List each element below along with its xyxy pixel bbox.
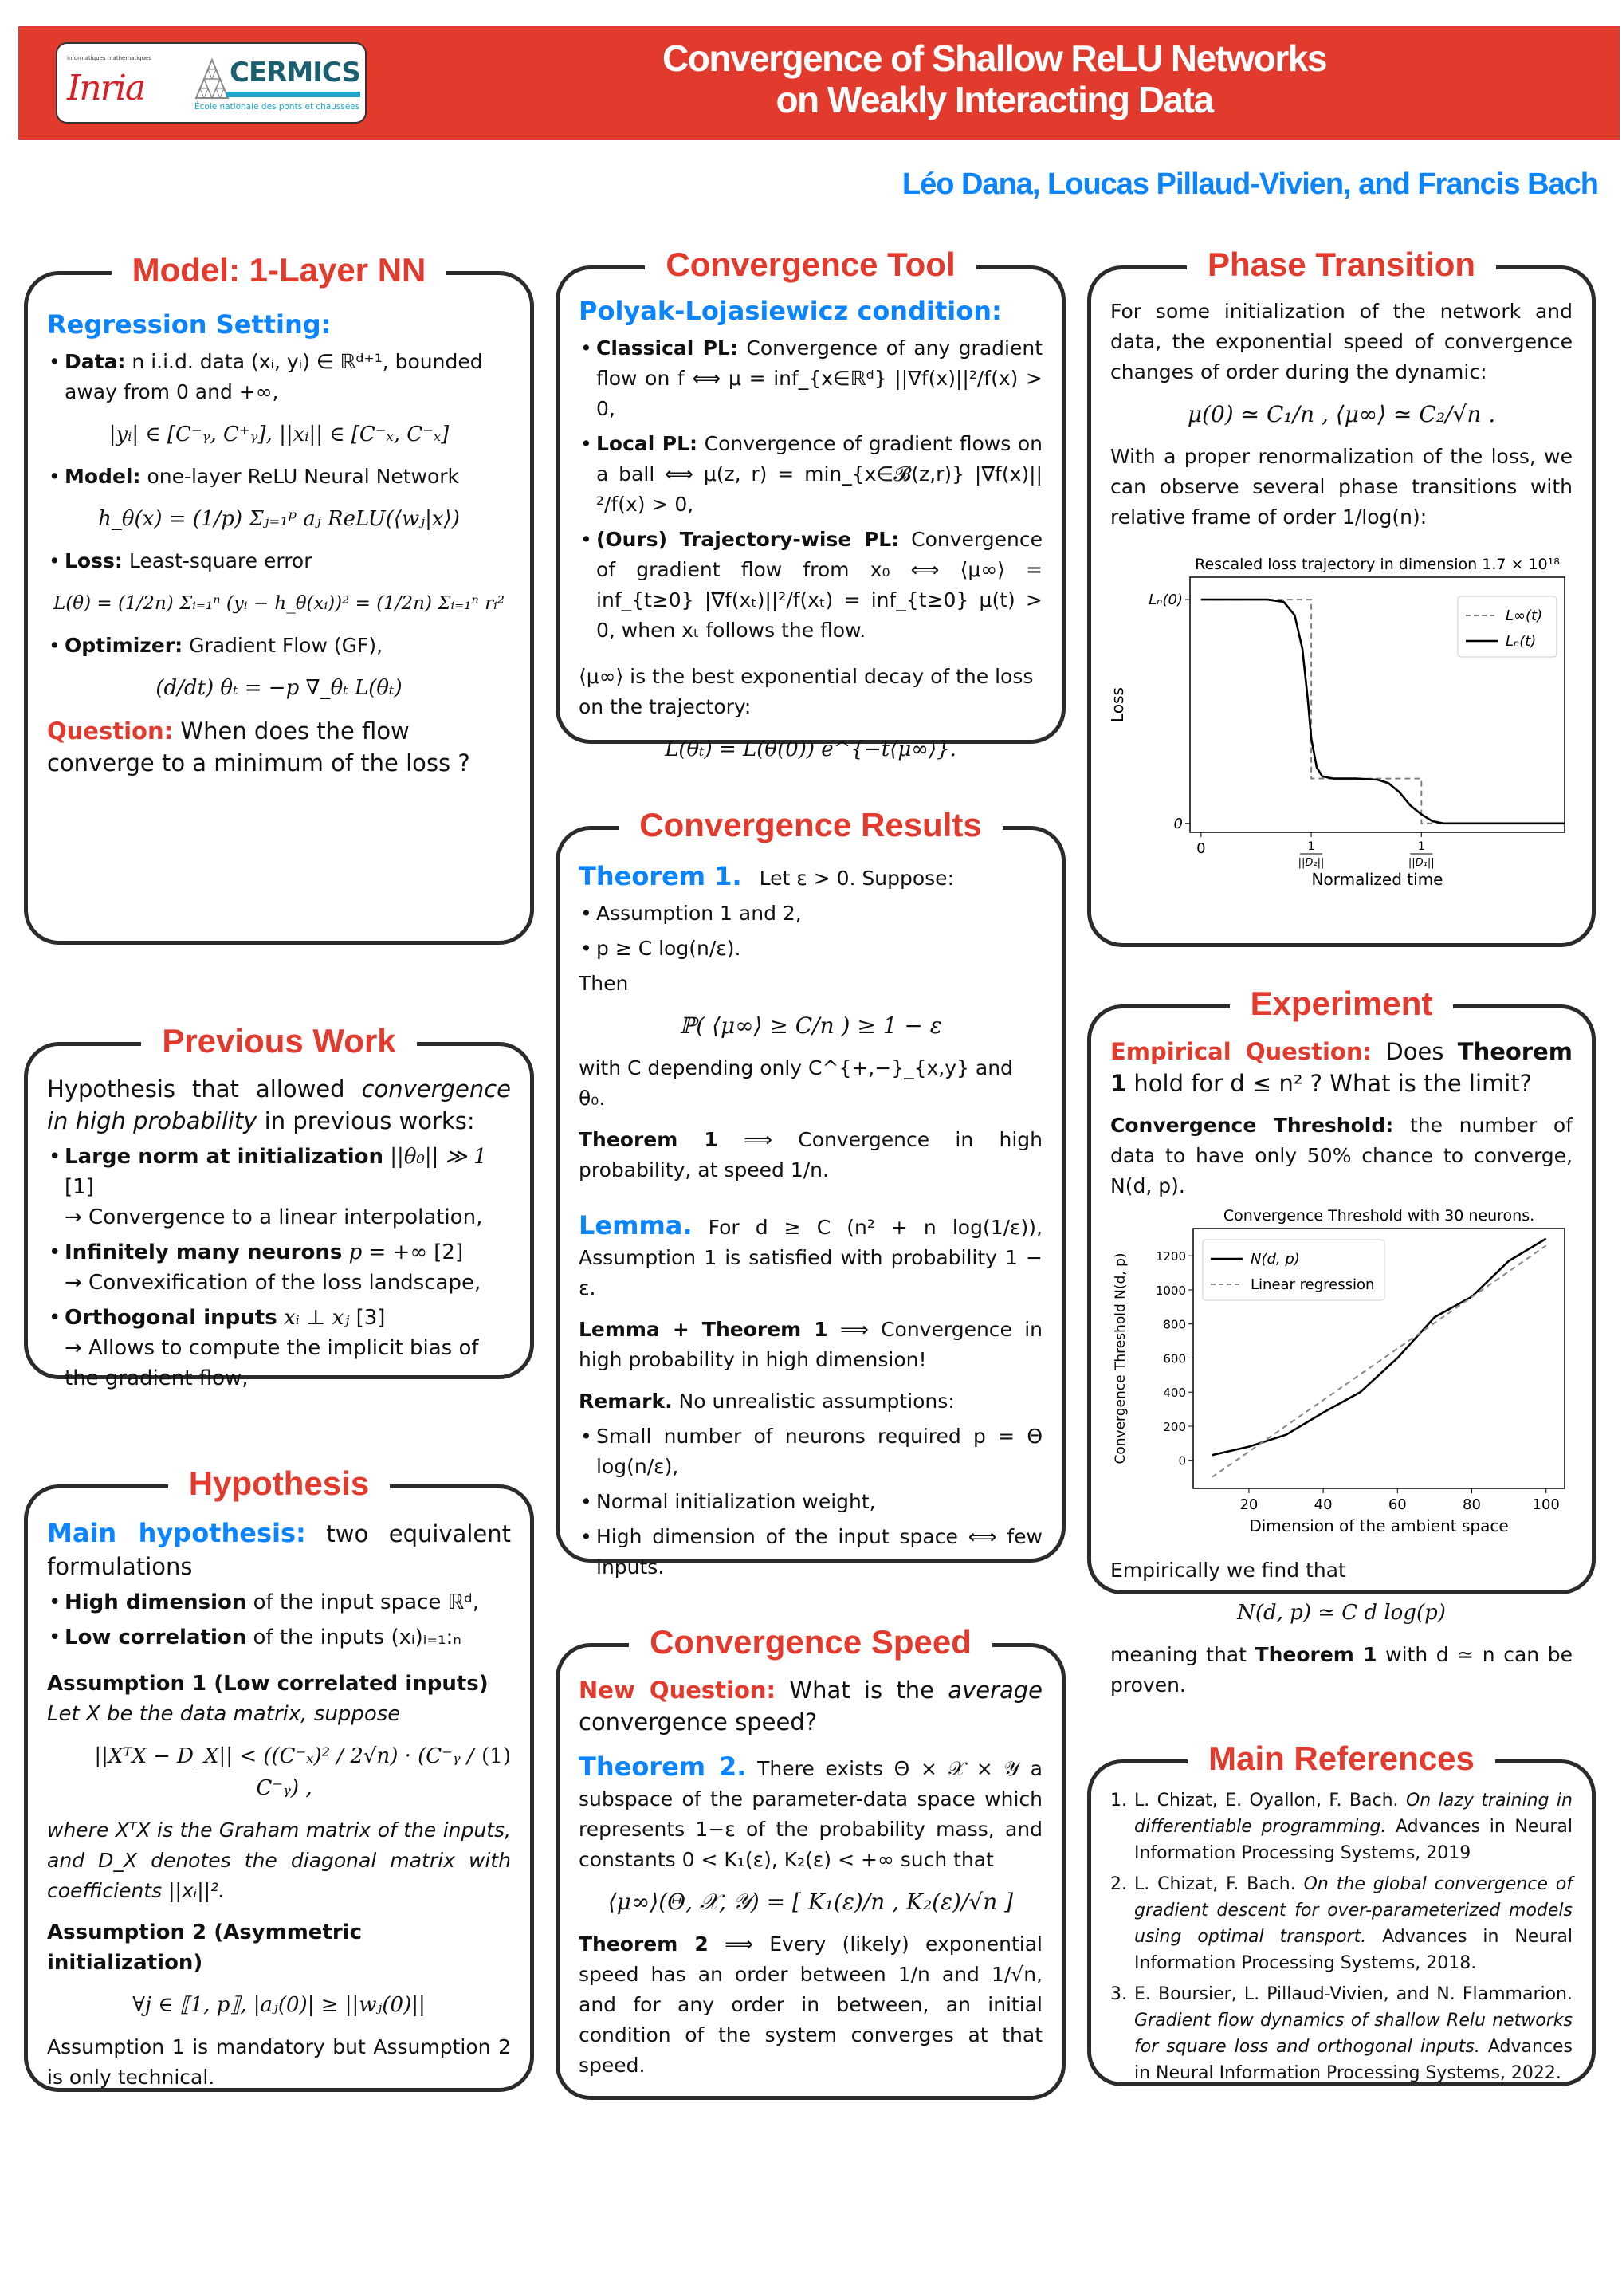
section-main-references (1087, 1740, 1596, 2086)
lemma-label: Lemma. (579, 1210, 693, 1240)
list-item: • (Ours) Trajectory-wise PL: Convergence of gradient flow from x₀ ⟺ ⟨μ∞⟩ = inf_{t≥0} |∇f(xₜ)||²/f(xₜ) = inf_{t≥0} μ(t) > 0, when xₜ follows the flow. (579, 525, 1043, 646)
inria-logo-text: Inria (67, 68, 145, 108)
equation: ℙ( ⟨μ∞⟩ ≥ C/n ) ≥ 1 − ε (679, 1012, 942, 1039)
equation: μ(0) ≃ C₁/n , ⟨μ∞⟩ ≃ C₂/√n . (1187, 401, 1496, 427)
inria-logo (64, 50, 188, 119)
note: ⟨μ∞⟩ is the best exponential decay of the loss on the trajectory: (579, 665, 1034, 718)
section-title: Convergence Results (619, 806, 1002, 843)
list-item: • Local PL: Convergence of gradient flows on a ball ⟺ μ(z, r) = min_{x∈𝓑(z,r)} |∇f(x)||²/f(x) > 0, (579, 429, 1043, 520)
legend-label: L∞(t) (1506, 607, 1543, 624)
section-title: Convergence Speed (629, 1623, 992, 1661)
title-line-1: Convergence of Shallow ReLU Networks (662, 37, 1326, 79)
equation: ⟨μ∞⟩(Θ, 𝒳, 𝒴) = [ K₁(ε)/n , K₂(ε)/√n ] (607, 1889, 1014, 1915)
legend-label: Lₙ(t) (1506, 633, 1537, 650)
section-title: Phase Transition (1187, 246, 1496, 283)
inria-logo-tagline: informatiques mathématiques (67, 55, 151, 61)
x-tick-label: 1 (1417, 840, 1425, 853)
section-convergence-tool (556, 246, 1066, 761)
theorem-2-label: Theorem 2. (579, 1751, 747, 1782)
x-axis-label: Dimension of the ambient space (1249, 1516, 1509, 1535)
reference-item: 3. E. Boursier, L. Pillaud-Vivien, and N. Flammarion. Gradient flow dynamics of shallow Relu networks for square loss and orthogonal inputs. Advances in Neural Information Processing Systems, 2022. (1110, 1984, 1573, 2083)
list-item: • Orthogonal inputs xᵢ ⊥ xⱼ [3] → Allows to compute the implicit bias of the gradient flow, (47, 1303, 511, 1394)
assumption-1: Assumption 1 (Low correlated inputs) Let X be the data matrix, suppose (47, 1672, 489, 1726)
x-tick-label: 40 (1314, 1496, 1333, 1513)
section-title: Convergence Tool (645, 246, 976, 283)
list-item: • High dimension of the input space ℝᵈ, (47, 1587, 511, 1618)
section-previous-work (24, 1022, 534, 1390)
chart-title: Rescaled loss trajectory in dimension 1.7 × 10¹⁸ (1195, 556, 1560, 573)
section-convergence-results: Convergence Results Theorem 1. Let ε > 0. Suppose: • Assumption 1 and 2, • p ≥ C log(n/ε). Then ℙ( ⟨μ∞⟩ ≥ C/n ) ≥ 1 − ε with C depending only C^{+,−}_{x,y} and θ₀. Theorem 1 ⟹ Convergence in high probability, at speed 1/n. Lemma. For d ≥ C (n² + n log(1/ε)), Assumption 1 is satisfied with probability 1 − ε. Lemma + Theorem 1 ⟹ Convergence in high probability in high dimension! Remark. No unrealistic assumptions: • Small number of neurons required p = Θ log(n/ε), • Normal initialization weight, • High dimension of the input space ⟺ few inputs. (556, 826, 1066, 1563)
legend-label: N(d, p) (1251, 1251, 1300, 1268)
y-axis-label: Loss (1108, 687, 1127, 722)
y-tick-label: 1000 (1155, 1283, 1186, 1298)
list-item: • Classical PL: Convergence of any gradient flow on f ⟺ μ = inf_{x∈ℝᵈ} ||∇f(x)||²/f(x) > 0, (579, 333, 1043, 424)
list-item: • Large norm at initialization ||θ₀|| ≫ 1 [1] → Convergence to a linear interpolation, (47, 1142, 511, 1233)
section-title: Previous Work (141, 1022, 416, 1060)
list-item: • Assumption 1 and 2, (579, 898, 1043, 929)
list-item: • Loss: Least-square error (47, 546, 511, 576)
subtitle: Polyak-Lojasiewicz condition: (579, 296, 1002, 326)
reference-item: 2. L. Chizat, F. Bach. On the global convergence of gradient descent for over-parameterized models using optimal transport. Advances in Neural Information Processing Systems, 2018. (1110, 1874, 1573, 1973)
closing-note: Assumption 1 is mandatory but Assumption 2 is only technical. (47, 2035, 511, 2089)
list-item: • Normal initialization weight, (579, 1487, 1043, 1517)
section-title: Model: 1-Layer NN (112, 251, 447, 289)
sierpinski-triangle-icon (194, 58, 230, 100)
section-title: Main References (1188, 1740, 1495, 1777)
y-tick-label: 400 (1163, 1386, 1186, 1401)
y-tick-label: Lₙ(0) (1149, 592, 1183, 609)
new-question-label: New Question: (579, 1677, 776, 1704)
equation: L(θₜ) = L(θ(0)) e^{−t⟨μ∞⟩}. (665, 737, 956, 761)
cermics-logo-bar (226, 92, 360, 97)
x-tick-label: 0 (1196, 840, 1206, 857)
section-experiment: Experiment Empirical Question: Does Theorem 1 hold for d ≤ n² ? What is the limit? Convergence Threshold: the number of data to have only 50% chance to converge, N(d, p). Convergence Threshold with 30 neurons. 20 40 60 80 100 0 200 400 600 800 1000 1200 Dimension of the ambient space Convergence Threshold N(d, p) N(d, p) Linear regression Empirically we find that N(d, p) ≃ C d log(p) meaning that Theorem 1 with d ≃ n can be proven. (1087, 1005, 1596, 1594)
equation: ||XᵀX − D_X|| < ((C⁻ₓ)² / 2√n) · (C⁻ᵧ / C⁻ᵧ) , (1) (94, 1744, 511, 1800)
section-title: Hypothesis (168, 1464, 390, 1502)
convergence-threshold-chart (1110, 1205, 1581, 1555)
y-tick-label: 800 (1163, 1317, 1186, 1332)
question: Question: When does the flow converge to a minimum of the loss ? (47, 718, 470, 776)
section-hypothesis: Hypothesis Main hypothesis: two equivalent formulations • High dimension of the input space ℝᵈ, • Low correlation of the inputs (xᵢ)ᵢ₌₁:ₙ Assumption 1 (Low correlated inputs) Let X be the data matrix, suppose ||XᵀX − D_X|| < ((C⁻ₓ)² / 2√n) · (C⁻ᵧ / C⁻ᵧ) , (1) where XᵀX is the Graham matrix of the inputs, and D_X denotes the diagonal matrix with coefficients ||xᵢ||². Assumption 2 (Asymmetric initialization) ∀j ∈ ⟦1, p⟧, |aⱼ(0)| ≥ ||wⱼ(0)|| Assumption 1 is mandatory but Assumption 2 is only technical. (24, 1484, 534, 2092)
y-axis-label: Convergence Threshold N(d, p) (1113, 1252, 1129, 1464)
assumption-2: Assumption 2 (Asymmetric initialization) (47, 1921, 363, 1975)
x-tick-label: 1 (1307, 840, 1315, 853)
y-tick-label: 0 (1173, 815, 1183, 832)
reference-list (1110, 1787, 1573, 2086)
section-title: Experiment (1230, 985, 1454, 1022)
x-tick-label: 20 (1239, 1496, 1259, 1513)
section-convergence-speed: Convergence Speed New Question: What is the average convergence speed? Theorem 2. There exists Θ × 𝒳 × 𝒴 a subspace of the parameter-data space which represents 1−ε of the probability mass, and constants 0 < K₁(ε), K₂(ε) < +∞ such that ⟨μ∞⟩(Θ, 𝒳, 𝒴) = [ K₁(ε)/n , K₂(ε)/√n ] Theorem 2 ⟹ Every (likely) exponential speed has an order between 1/n and 1/√n, and for any order in between, an initial condition of the system converges at that speed. (556, 1643, 1066, 2100)
cermics-logo-text: CERMICS (230, 57, 360, 88)
theorem-1-label: Theorem 1. (579, 861, 742, 891)
main-hypothesis-label: Main hypothesis: (47, 1518, 306, 1548)
list-item: • Low correlation of the inputs (xᵢ)ᵢ₌₁:ₙ (47, 1622, 511, 1653)
x-axis-label: Normalized time (1311, 870, 1443, 889)
equation: N(d, p) ≃ C d log(p) (1237, 1601, 1446, 1625)
subtitle: Regression Setting: (47, 309, 332, 340)
list-item: • Model: one-layer ReLU Neural Network (47, 462, 511, 492)
list-item: • Optimizer: Gradient Flow (GF), (47, 631, 511, 661)
y-tick-label: 200 (1163, 1419, 1186, 1434)
section-model (24, 251, 534, 945)
cermics-logo-subtitle: École nationale des ponts et chaussées (194, 102, 360, 112)
cermics-logo (194, 55, 363, 117)
reference-item: 1. L. Chizat, E. Oyallon, F. Bach. On lazy training in differentiable programming. Advances in Neural Information Processing Systems, 2019 (1110, 1791, 1573, 1863)
equation: h_θ(x) = (1/p) Σⱼ₌₁ᵖ aⱼ ReLU(⟨wⱼ|x⟩) (98, 507, 460, 531)
prior-assumption-list (47, 1142, 511, 1394)
chart-title: Convergence Threshold with 30 neurons. (1223, 1207, 1535, 1225)
equation: ∀j ∈ ⟦1, p⟧, |aⱼ(0)| ≥ ||wⱼ(0)|| (132, 1993, 426, 2017)
list-item: • Infinitely many neurons p = +∞ [2] → Convexification of the loss landscape, (47, 1237, 511, 1298)
legend-label: Linear regression (1251, 1276, 1375, 1293)
authors: Léo Dana, Loucas Pillaud-Vivien, and Francis Bach (901, 167, 1598, 201)
x-tick-label: 60 (1388, 1496, 1407, 1513)
empirical-question-label: Empirical Question: (1110, 1038, 1373, 1065)
list-item: • High dimension of the input space ⟺ few inputs. (579, 1522, 1043, 1582)
x-tick-label: ||D₁|| (1408, 857, 1435, 869)
assumption-1-note: where XᵀX is the Graham matrix of the inputs, and D_X denotes the diagonal matrix with coefficients ||xᵢ||². (47, 1818, 511, 1902)
loss-trajectory-chart (1110, 548, 1581, 899)
y-tick-label: 1200 (1155, 1249, 1186, 1264)
equation: |yᵢ| ∈ [C⁻ᵧ, C⁺ᵧ], ||xᵢ|| ∈ [C⁻ₓ, C⁻ₓ] (108, 423, 450, 446)
title-banner (18, 26, 1620, 140)
y-tick-label: 0 (1178, 1453, 1186, 1468)
equation: L(θ) = (1/2n) Σᵢ₌₁ⁿ (yᵢ − h_θ(xᵢ))² = (1/2n) Σᵢ₌₁ⁿ rᵢ² (53, 593, 505, 614)
list-item: • Small number of neurons required p = Θ log(n/ε), (579, 1421, 1043, 1482)
equation: (d/dt) θₜ = −p ∇_θₜ L(θₜ) (155, 676, 403, 700)
logos (56, 42, 367, 124)
paragraph: With a proper renormalization of the loss, we can observe several phase transitions with relative frame of order 1/log(n): (1110, 445, 1573, 529)
x-tick-label: ||D₂|| (1298, 857, 1325, 869)
list-item: • Data: n i.i.d. data (xᵢ, yᵢ) ∈ ℝᵈ⁺¹, bounded away from 0 and +∞, (47, 347, 511, 407)
intro: Hypothesis that allowed convergence in high probability in previous works: (47, 1075, 511, 1134)
x-tick-label: 80 (1463, 1496, 1481, 1513)
title-line-2: on Weakly Interacting Data (776, 79, 1213, 120)
poster-title (369, 37, 1620, 120)
paragraph: For some initialization of the network and data, the exponential speed of convergence changes of order during the dynamic: (1110, 300, 1573, 383)
section-phase-transition (1087, 246, 1596, 947)
list-item: • p ≥ C log(n/ε). (579, 934, 1043, 964)
x-tick-label: 100 (1532, 1496, 1560, 1513)
y-tick-label: 600 (1163, 1351, 1186, 1366)
